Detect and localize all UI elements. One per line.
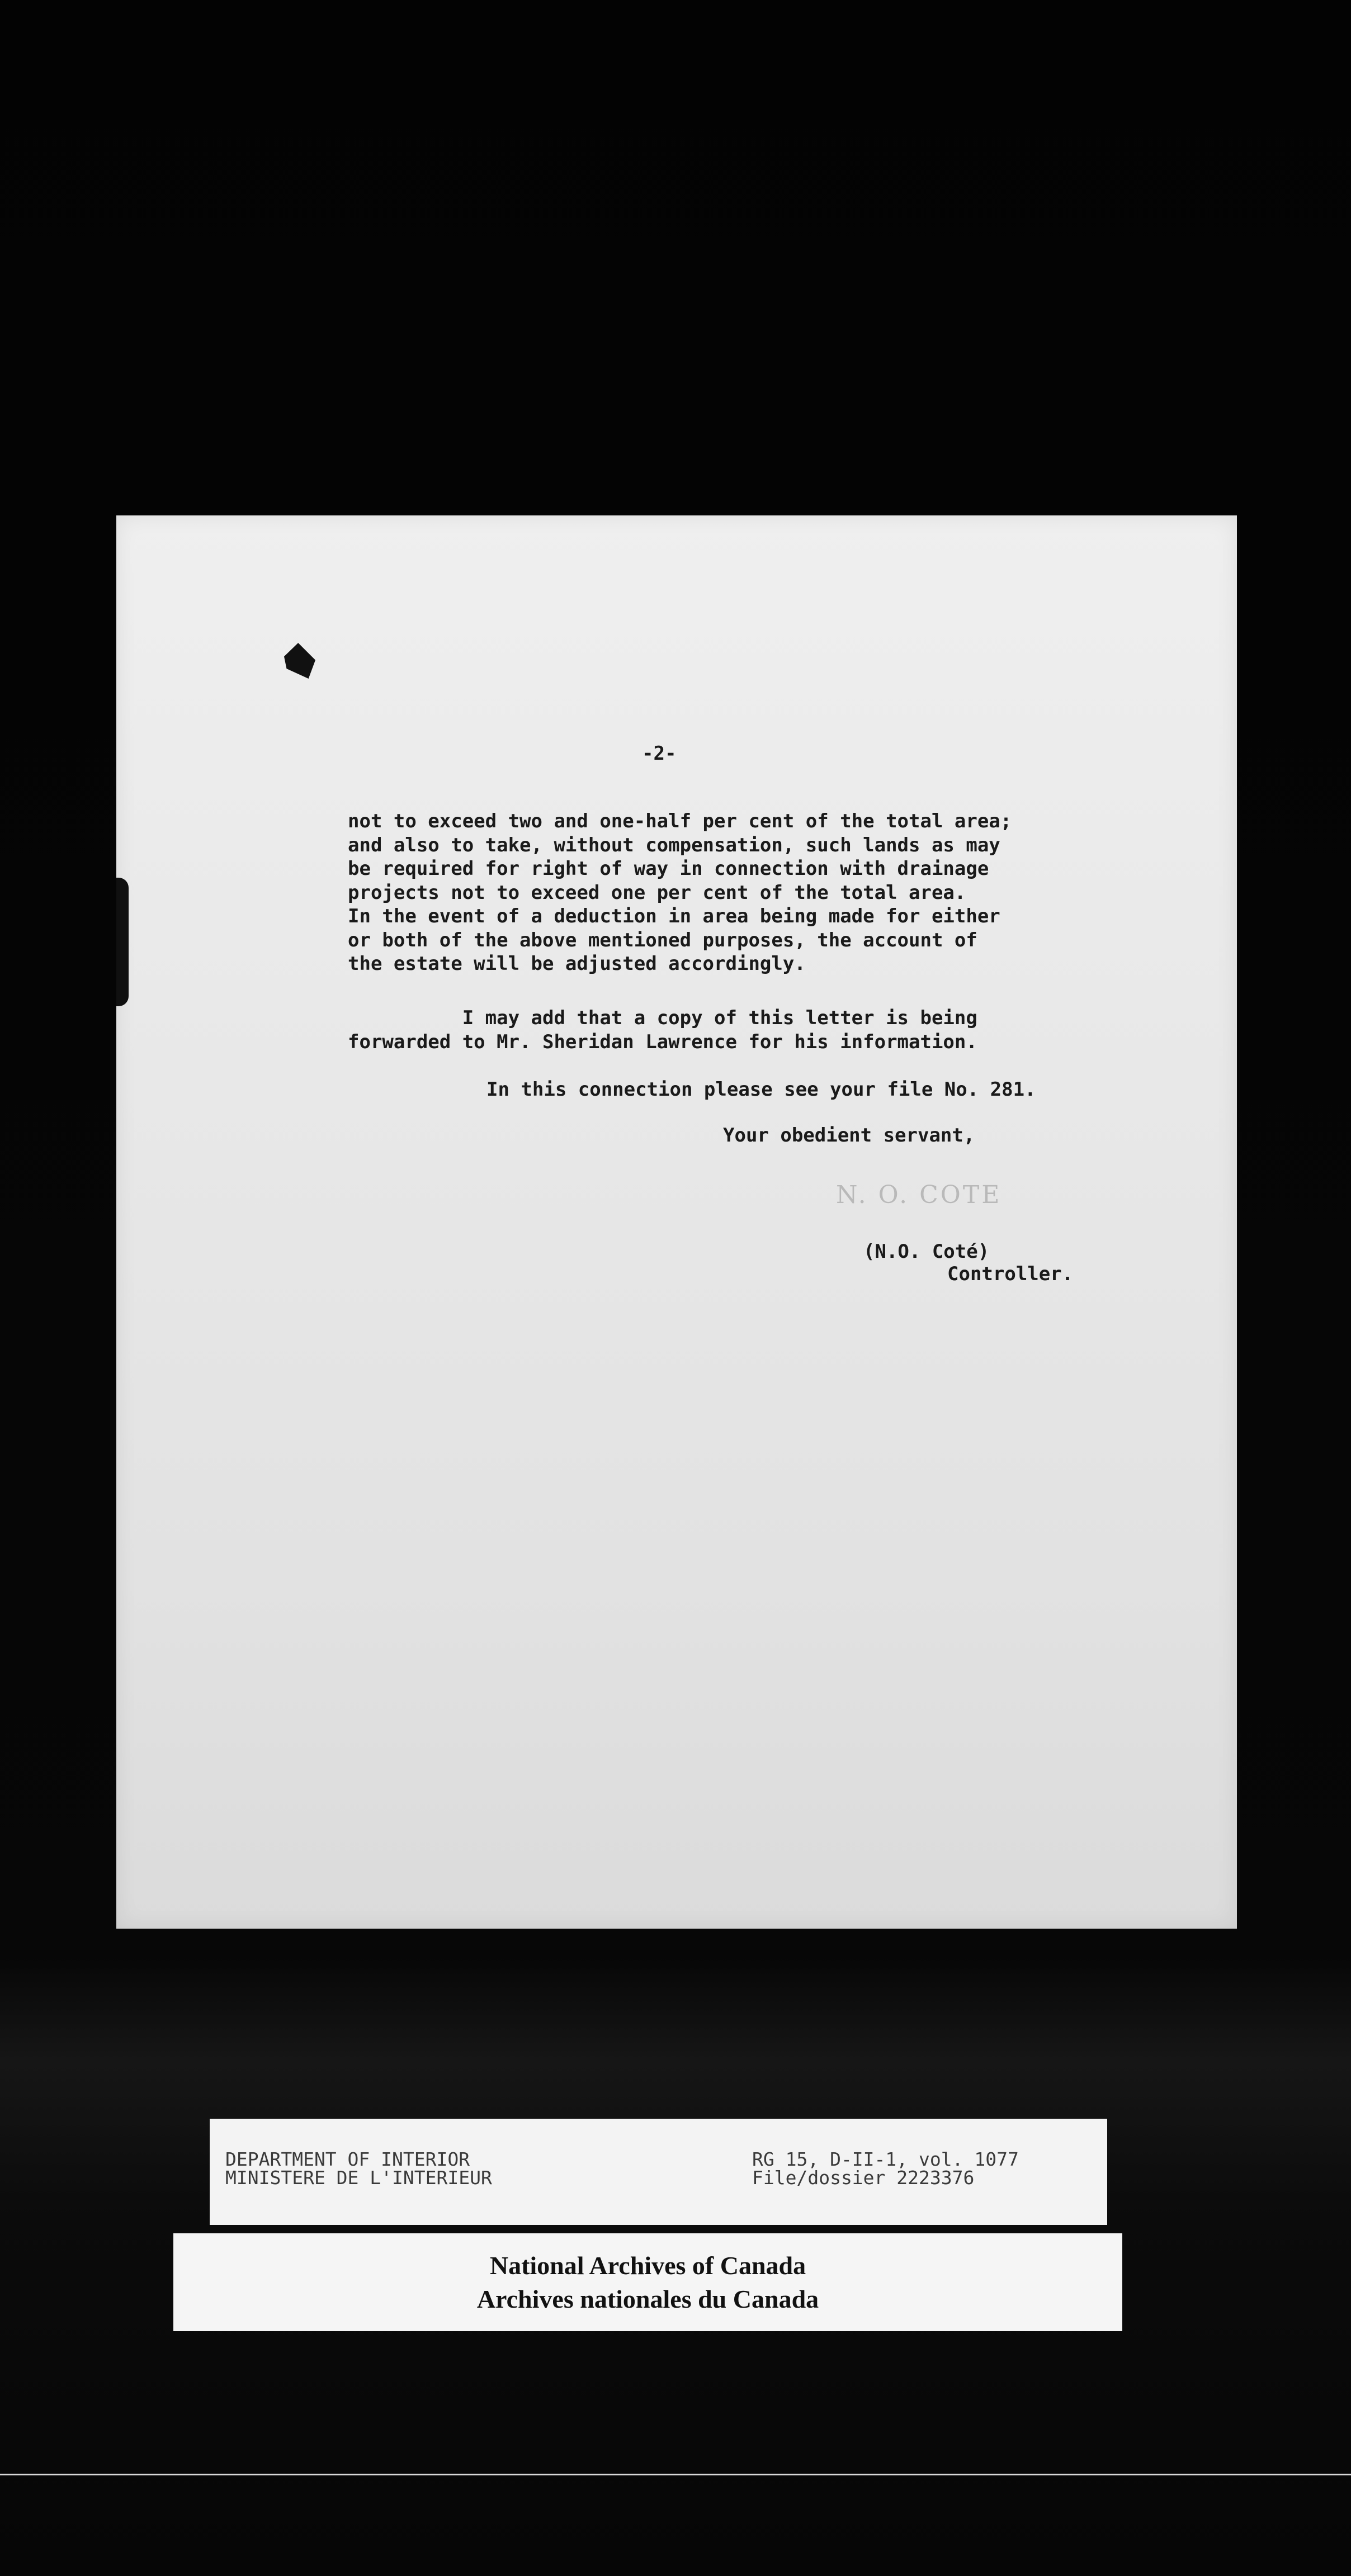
page-number: -2-	[642, 742, 677, 765]
paragraph-2	[348, 1006, 977, 1054]
record-group: RG 15, D-II-1, vol. 1077	[752, 2148, 1019, 2170]
paragraph-3	[486, 1078, 1036, 1102]
file-number: File/dossier 2223376	[752, 2167, 975, 2189]
film-edge-line	[0, 2474, 1351, 2475]
archive-name-en: National Archives of Canada	[489, 2251, 806, 2280]
text-line: forwarded to Mr. Sheridan Lawrence for his information.	[348, 1030, 977, 1053]
text-line: be required for right of way in connection with drainage	[348, 858, 989, 880]
text-line: In this connection please see your file No. 281.	[486, 1078, 1036, 1101]
department-fr: MINISTERE DE L'INTERIEUR	[225, 2167, 492, 2189]
file-reference	[752, 2150, 1019, 2187]
letter-page	[116, 515, 1237, 1929]
text-line: and also to take, without compensation, such lands as may	[348, 834, 1000, 856]
paper-fold-shadow	[116, 878, 129, 1006]
text-line: not to exceed two and one-half per cent of the total area;	[348, 810, 1012, 832]
signatory-title: Controller.	[947, 1263, 1074, 1285]
paragraph-1	[348, 809, 1012, 976]
closing-salutation: Your obedient servant,	[723, 1124, 975, 1147]
archive-name-fr: Archives nationales du Canada	[476, 2285, 819, 2313]
text-line: the estate will be adjusted accordingly.	[348, 953, 806, 975]
archive-caption	[173, 2233, 1122, 2331]
archive-reference-label	[210, 2119, 1107, 2225]
text-line: or both of the above mentioned purposes, the account of	[348, 929, 977, 951]
text-line: I may add that a copy of this letter is being	[348, 1007, 977, 1029]
signatory-name: (N.O. Coté)	[863, 1240, 990, 1263]
department-en: DEPARTMENT OF INTERIOR	[225, 2148, 470, 2170]
signature-stamp: N. O. COTE	[836, 1181, 1002, 1209]
text-line: In the event of a deduction in area being made for either	[348, 905, 1000, 927]
department-names	[225, 2150, 492, 2187]
text-line: projects not to exceed one per cent of the total area.	[348, 881, 966, 904]
